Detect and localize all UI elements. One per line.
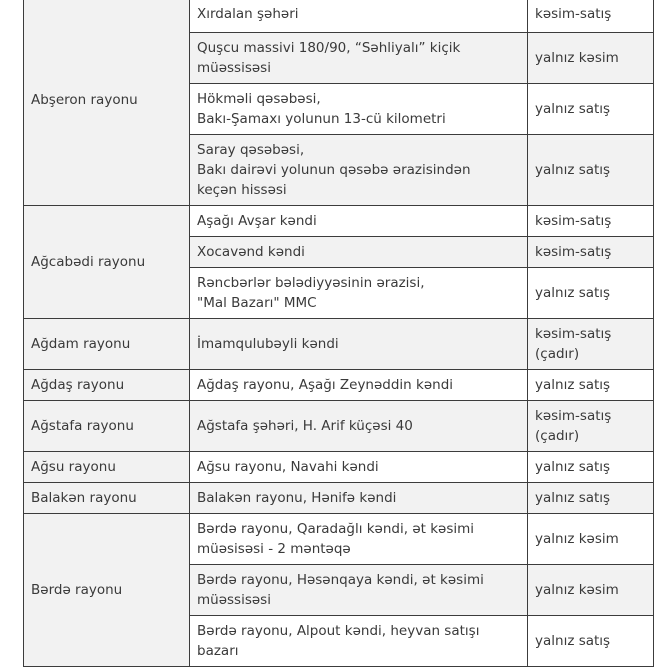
location-cell-line: müəssisəsi bbox=[197, 592, 271, 608]
location-cell-line: Ağsu rayonu, Navahi kəndi bbox=[197, 459, 379, 475]
operation-type-cell-line: (çadır) bbox=[535, 346, 580, 362]
location-cell-line: müəsisəsi - 2 məntəqə bbox=[197, 541, 351, 557]
operation-type-cell-line: yalnız satış bbox=[535, 101, 611, 117]
district-cell: Bərdə rayonu bbox=[24, 514, 190, 667]
slaughter-points-table bbox=[23, 0, 654, 667]
operation-type-cell bbox=[528, 452, 654, 483]
table-row bbox=[24, 514, 654, 565]
district-cell: Balakən rayonu bbox=[24, 483, 190, 514]
location-cell-line: Xocavənd kəndi bbox=[197, 244, 305, 260]
operation-type-cell bbox=[528, 33, 654, 84]
table-row bbox=[24, 452, 654, 483]
location-cell-line: İmamqulubəyli kəndi bbox=[197, 336, 339, 352]
location-cell-line: "Mal Bazarı" MMC bbox=[197, 295, 317, 311]
operation-type-cell-line: yalnız kəsim bbox=[535, 531, 619, 547]
operation-type-cell bbox=[528, 319, 654, 370]
operation-type-cell-line: yalnız kəsim bbox=[535, 50, 619, 66]
location-cell-line: Bərdə rayonu, Qaradağlı kəndi, ət kəsimi bbox=[197, 521, 475, 537]
location-cell bbox=[190, 0, 528, 33]
operation-type-cell-line: kəsim-satış bbox=[535, 408, 612, 424]
operation-type-cell-line: yalnız satış bbox=[535, 377, 611, 393]
operation-type-cell-line: yalnız satış bbox=[535, 162, 611, 178]
location-cell-line: müəssisəsi bbox=[197, 60, 271, 76]
table-row bbox=[24, 483, 654, 514]
operation-type-cell-line: kəsim-satış bbox=[535, 213, 612, 229]
location-cell bbox=[190, 33, 528, 84]
location-cell bbox=[190, 135, 528, 206]
district-cell: Ağdam rayonu bbox=[24, 319, 190, 370]
location-cell-line: Ağstafa şəhəri, H. Arif küçəsi 40 bbox=[197, 418, 413, 434]
district-cell: Ağcabədi rayonu bbox=[24, 206, 190, 319]
operation-type-cell-line: yalnız satış bbox=[535, 633, 611, 649]
operation-type-cell bbox=[528, 0, 654, 33]
operation-type-cell-line: yalnız satış bbox=[535, 490, 611, 506]
operation-type-cell-line: yalnız kəsim bbox=[535, 582, 619, 598]
location-cell-line: Saray qəsəbəsi, bbox=[197, 142, 305, 158]
table-row bbox=[24, 206, 654, 237]
table-row bbox=[24, 370, 654, 401]
district-cell: Abşeron rayonu bbox=[24, 0, 190, 206]
location-cell bbox=[190, 514, 528, 565]
operation-type-cell bbox=[528, 616, 654, 667]
location-cell-line: bazarı bbox=[197, 643, 239, 659]
operation-type-cell-line: kəsim-satış bbox=[535, 326, 612, 342]
operation-type-cell-line: yalnız satış bbox=[535, 285, 611, 301]
location-cell bbox=[190, 452, 528, 483]
operation-type-cell-line: kəsim-satış bbox=[535, 244, 612, 260]
location-cell bbox=[190, 319, 528, 370]
location-cell-line: Aşağı Avşar kəndi bbox=[197, 213, 317, 229]
location-cell bbox=[190, 206, 528, 237]
operation-type-cell bbox=[528, 237, 654, 268]
district-cell: Ağstafa rayonu bbox=[24, 401, 190, 452]
location-cell bbox=[190, 483, 528, 514]
operation-type-cell bbox=[528, 401, 654, 452]
operation-type-cell bbox=[528, 370, 654, 401]
operation-type-cell-line: kəsim-satış bbox=[535, 5, 612, 22]
table-row bbox=[24, 319, 654, 370]
location-cell-line: Bərdə rayonu, Həsənqaya kəndi, ət kəsimi bbox=[197, 572, 484, 588]
location-cell-line: Rəncbərlər bələdiyyəsinin ərazisi, bbox=[197, 275, 425, 291]
table-row bbox=[24, 0, 654, 33]
operation-type-cell bbox=[528, 135, 654, 206]
operation-type-cell-line: (çadır) bbox=[535, 428, 580, 444]
operation-type-cell bbox=[528, 206, 654, 237]
district-cell: Ağdaş rayonu bbox=[24, 370, 190, 401]
location-cell-line: Xırdalan şəhəri bbox=[197, 5, 299, 22]
location-cell bbox=[190, 84, 528, 135]
location-cell-line: Ağdaş rayonu, Aşağı Zeynəddin kəndi bbox=[197, 377, 454, 393]
operation-type-cell bbox=[528, 565, 654, 616]
location-cell bbox=[190, 616, 528, 667]
table-body bbox=[24, 0, 654, 667]
location-cell-line: Quşcu massivi 180/90, “Səhliyalı” kiçik bbox=[197, 40, 461, 56]
location-cell-line: Balakən rayonu, Hənifə kəndi bbox=[197, 490, 397, 506]
district-cell: Ağsu rayonu bbox=[24, 452, 190, 483]
operation-type-cell bbox=[528, 514, 654, 565]
location-cell bbox=[190, 268, 528, 319]
operation-type-cell bbox=[528, 84, 654, 135]
location-cell-line: Hökməli qəsəbəsi, bbox=[197, 91, 321, 107]
table-row bbox=[24, 401, 654, 452]
operation-type-cell bbox=[528, 268, 654, 319]
operation-type-cell bbox=[528, 483, 654, 514]
operation-type-cell-line: yalnız satış bbox=[535, 459, 611, 475]
location-cell-line: keçən hissəsi bbox=[197, 182, 287, 198]
location-cell-line: Bərdə rayonu, Alpout kəndi, heyvan satışı bbox=[197, 623, 480, 639]
location-cell bbox=[190, 370, 528, 401]
location-cell-line: Bakı-Şamaxı yolunun 13-cü kilometri bbox=[197, 111, 446, 127]
location-cell-line: Bakı dairəvi yolunun qəsəbə ərazisindən bbox=[197, 162, 471, 178]
location-cell bbox=[190, 401, 528, 452]
location-cell bbox=[190, 565, 528, 616]
location-cell bbox=[190, 237, 528, 268]
